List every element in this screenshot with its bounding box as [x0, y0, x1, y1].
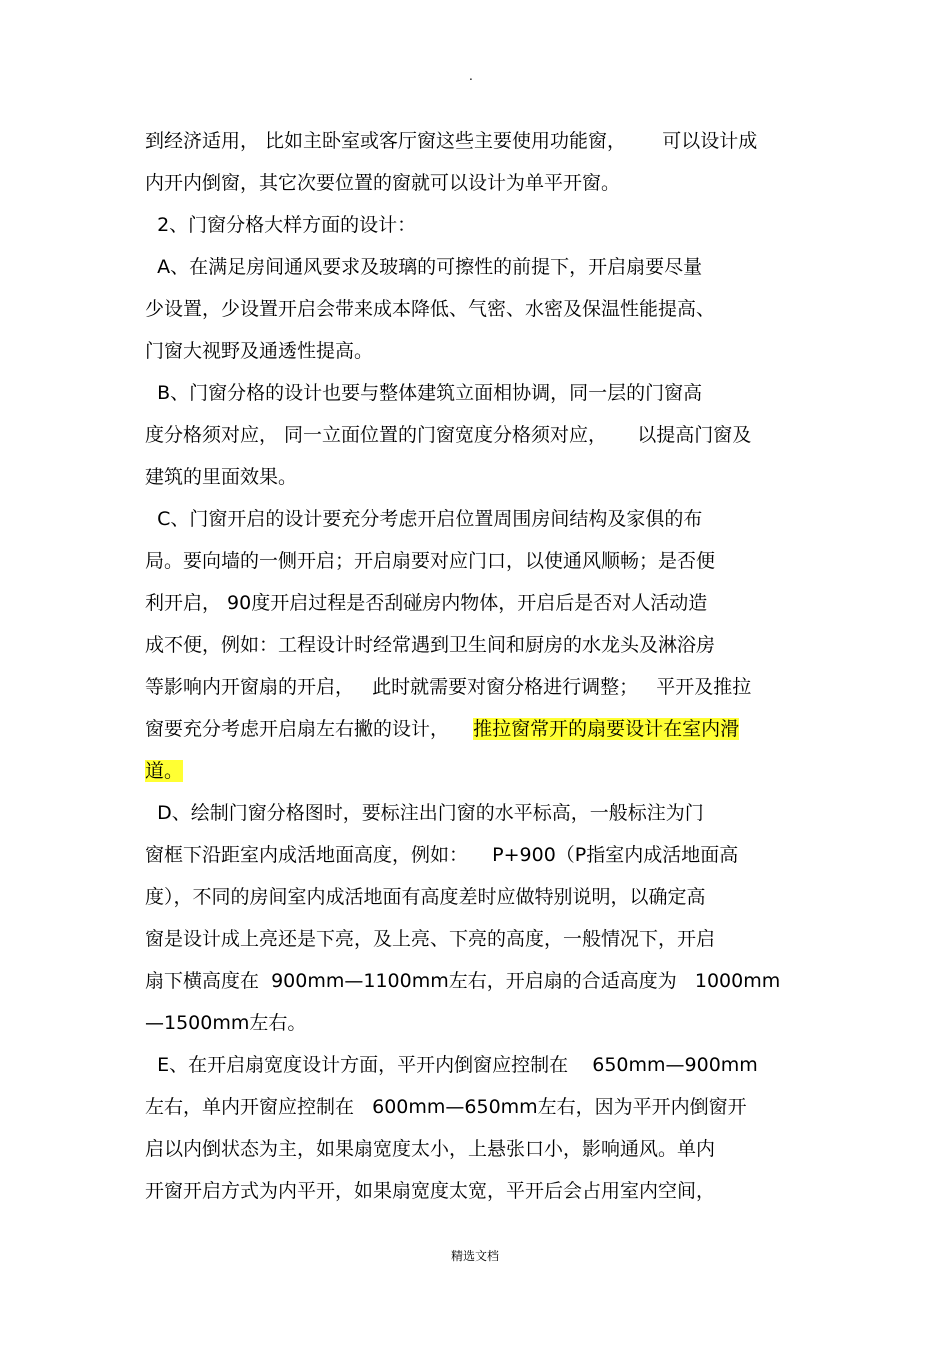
text-segment: 到经济适用， 比如主卧室或客厅窗这些主要使用功能窗， 可以设计成 [145, 130, 758, 152]
text-line [145, 842, 738, 868]
text-segment: 度分格须对应， 同一立面位置的门窗宽度分格须对应， 以提高门窗及 [145, 424, 752, 446]
text-segment: B、门窗分格的设计也要与整体建筑立面相协调，同一层的门窗高 [145, 382, 703, 404]
text-segment: 2、门窗分格大样方面的设计： [145, 214, 417, 236]
text-segment: 等影响内开窗扇的开启， 此时就需要对窗分格进行调整； 平开及推拉 [145, 676, 752, 698]
text-line [145, 422, 751, 448]
text-segment: 窗是设计成上亮还是下亮，及上亮、下亮的高度，一般情况下，开启 [145, 928, 716, 950]
text-segment: 窗要充分考虑开启扇左右撇的设计， [145, 718, 474, 740]
highlighted-text: 道。 [145, 760, 184, 782]
text-line [145, 1094, 747, 1120]
text-line [145, 1178, 715, 1204]
text-segment: 门窗大视野及通透性提高。 [145, 340, 374, 362]
text-line [145, 716, 739, 742]
text-line [145, 338, 373, 364]
text-line [145, 590, 707, 616]
text-segment: 度），不同的房间室内成活地面有高度差时应做特别说明，以确定高 [145, 886, 706, 908]
text-segment: 内开内倒窗，其它次要位置的窗就可以设计为单平开窗。 [145, 172, 621, 194]
text-segment: 启以内倒状态为主，如果扇宽度太小，上悬张口小，影响通风。单内 [145, 1138, 716, 1160]
text-line [145, 254, 702, 280]
highlighted-text: 推拉窗常开的扇要设计在室内滑 [473, 718, 740, 740]
text-line [145, 884, 706, 910]
text-line [145, 1136, 715, 1162]
text-segment: 建筑的里面效果。 [145, 466, 298, 488]
text-segment: 窗框下沿距室内成活地面高度，例如： P+900（P指室内成活地面高 [145, 844, 739, 866]
text-segment: 左右，单内开窗应控制在 600mm—650mm左右，因为平开内倒窗开 [145, 1096, 747, 1118]
text-segment: 成不便，例如：工程设计时经常遇到卫生间和厨房的水龙头及淋浴房 [145, 634, 716, 656]
text-line [145, 926, 715, 952]
text-segment: E、在开启扇宽度设计方面，平开内倒窗应控制在 650mm—900mm [145, 1054, 758, 1076]
text-line [145, 464, 297, 490]
text-segment: 局。要向墙的一侧开启；开启扇要对应门口，以使通风顺畅；是否便 [145, 550, 716, 572]
text-line [145, 1010, 306, 1036]
text-line [145, 548, 715, 574]
text-segment: 利开启， 90度开启过程是否刮碰房内物体，开启后是否对人活动造 [145, 592, 708, 614]
text-line [145, 674, 751, 700]
section-heading [145, 212, 416, 238]
text-segment: C、门窗开启的设计要充分考虑开启位置周围房间结构及家俱的布 [145, 508, 703, 530]
page-footer: 精选文档 [450, 1249, 499, 1263]
text-line [145, 380, 702, 406]
text-segment: A、在满足房间通风要求及玻璃的可擦性的前提下，开启扇要尽量 [145, 256, 703, 278]
text-line [145, 968, 780, 994]
text-line [145, 506, 702, 532]
text-line [145, 128, 757, 154]
text-line [145, 170, 620, 196]
text-segment: 扇下横高度在 900mm—1100mm左右，开启扇的合适高度为 1000mm [145, 970, 781, 992]
top-mark: . [469, 69, 473, 83]
text-line [145, 1052, 758, 1078]
text-segment: 少设置，少设置开启会带来成本降低、气密、水密及保温性能提高、 [145, 298, 716, 320]
text-segment: —1500mm左右。 [145, 1012, 307, 1034]
text-line [145, 800, 704, 826]
text-segment: D、绘制门窗分格图时，要标注出门窗的水平标高，一般标注为门 [145, 802, 704, 824]
text-segment: 开窗开启方式为内平开，如果扇宽度太宽，平开后会占用室内空间， [145, 1180, 716, 1202]
text-line [145, 758, 183, 784]
text-line [145, 296, 715, 322]
text-line [145, 632, 715, 658]
